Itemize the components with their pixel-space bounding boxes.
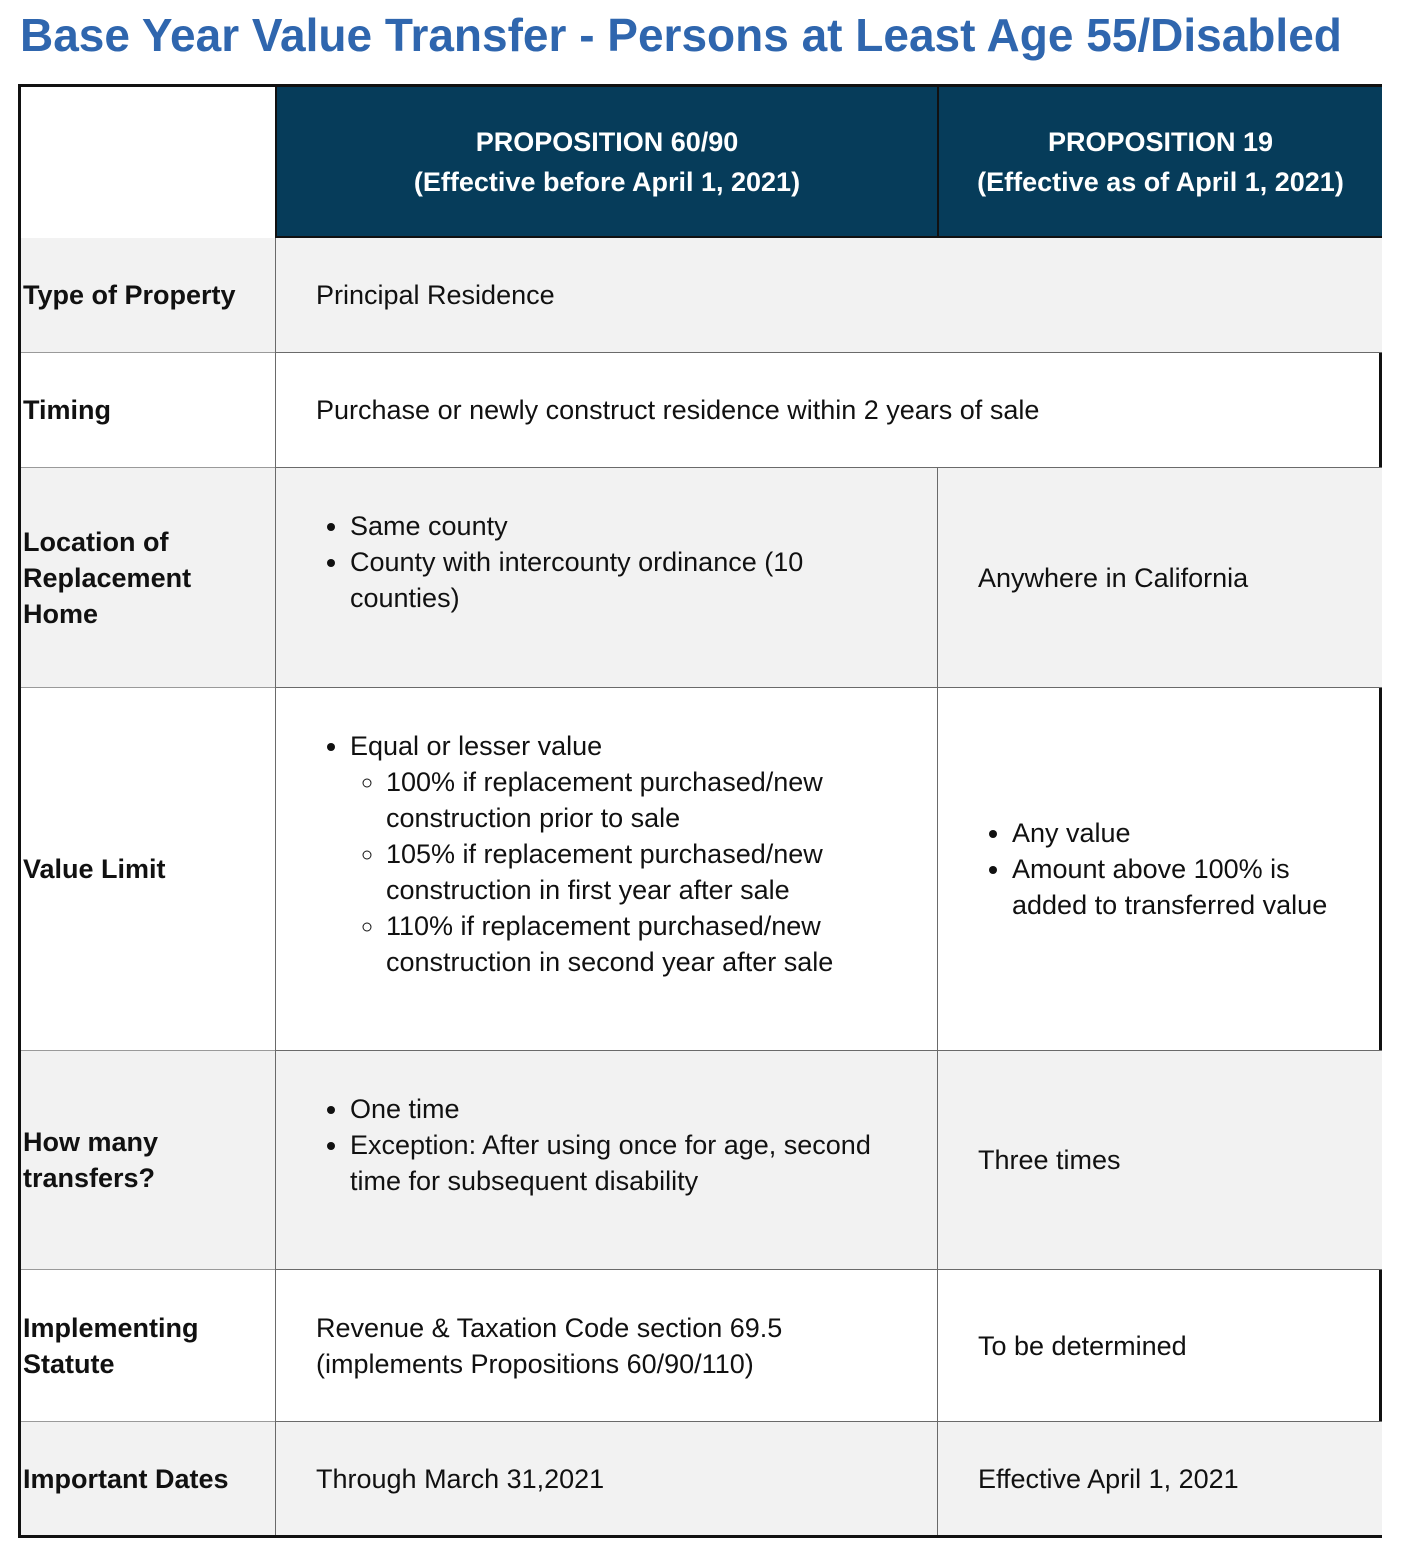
list-item: ◦ 100% if replacement purchased/new construction prior to sale [386, 764, 917, 836]
list-item: • Amount above 100% is added to transferred value [1012, 851, 1362, 923]
cell-value-limit-prop60 [275, 688, 937, 1051]
cell-location-prop60 [275, 468, 937, 688]
cell-dates-prop60: Through March 31,2021 [275, 1422, 937, 1535]
row-label-dates: Important Dates [21, 1422, 275, 1535]
cell-value-limit-prop19 [937, 688, 1382, 1051]
header-prop19-subtitle: (Effective as of April 1, 2021) [977, 166, 1344, 197]
row-label-value-limit: Value Limit [21, 688, 275, 1051]
list-item: • Same county [350, 508, 917, 544]
comparison-table [18, 84, 1382, 1538]
cell-type-of-property: Principal Residence [275, 238, 1382, 353]
cell-statute-prop19: To be determined [937, 1270, 1382, 1422]
row-label-type-of-property: Type of Property [21, 238, 275, 353]
cell-transfers-prop19: Three times [937, 1051, 1382, 1270]
list-item: • Equal or lesser value ◦ 100% if replacement purchased/new construction prior to sale ◦ 105% if replacement purchased/new construction in first year after sale ◦ 110% if replacement purchased/new construction in second year after sale [350, 728, 917, 980]
transfers-prop60-list [316, 1091, 917, 1199]
cell-timing: Purchase or newly construct residence within 2 years of sale [275, 353, 1382, 468]
header-prop19-title: PROPOSITION 19 [1047, 126, 1274, 157]
header-blank-cell [21, 87, 275, 238]
row-label-statute: Implementing Statute [21, 1270, 275, 1422]
page-title: Base Year Value Transfer - Persons at Least Age 55/Disabled [20, 9, 1342, 61]
value-limit-prop19-list [978, 815, 1362, 923]
header-prop60-90 [275, 87, 937, 238]
list-item: • One time [350, 1091, 917, 1127]
list-item: • County with intercounty ordinance (10 counties) [350, 544, 917, 616]
cell-transfers-prop60 [275, 1051, 937, 1270]
list-item: • Exception: After using once for age, second time for subsequent disability [350, 1127, 917, 1199]
list-item: ◦ 110% if replacement purchased/new construction in second year after sale [386, 908, 917, 980]
cell-statute-prop60: Revenue & Taxation Code section 69.5 (implements Propositions 60/90/110) [275, 1270, 937, 1422]
value-limit-prop60-list [316, 728, 917, 980]
value-limit-sublist [350, 764, 917, 980]
cell-dates-prop19: Effective April 1, 2021 [937, 1422, 1382, 1535]
header-prop60-subtitle: (Effective before April 1, 2021) [413, 166, 801, 197]
cell-location-prop19: Anywhere in California [937, 468, 1382, 688]
location-prop60-list [316, 508, 917, 616]
list-item: ◦ 105% if replacement purchased/new construction in first year after sale [386, 836, 917, 908]
row-label-transfers: How many transfers? [21, 1051, 275, 1270]
row-label-location: Location of Replacement Home [21, 468, 275, 688]
header-prop19 [937, 87, 1382, 238]
header-prop60-title: PROPOSITION 60/90 [475, 126, 739, 157]
row-label-timing: Timing [21, 353, 275, 468]
list-item: • Any value [1012, 815, 1362, 851]
